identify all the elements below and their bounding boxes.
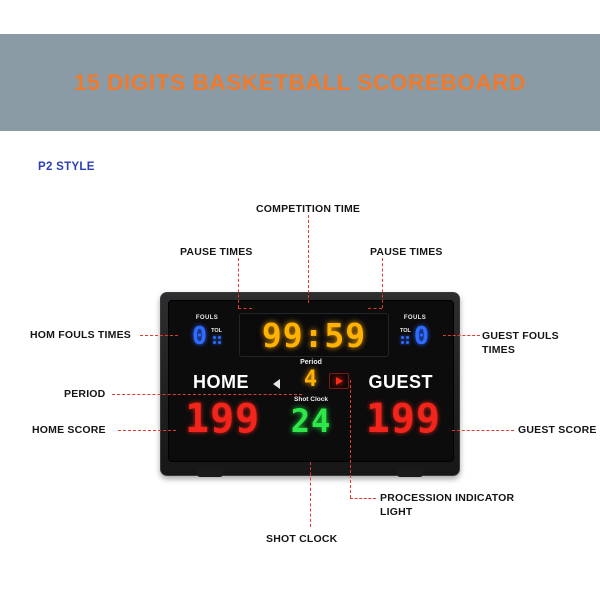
home-score-value: 199	[185, 396, 261, 442]
period-value: 4	[303, 367, 319, 392]
home-tol-dots-row1	[213, 336, 221, 339]
annotation-procession-indicator: PROCESSION INDICATOR LIGHT	[380, 492, 515, 519]
scoreboard-display-panel	[168, 300, 454, 462]
annotation-home-score: HOME SCORE	[32, 424, 106, 436]
leader-pause-left-v	[238, 258, 239, 308]
leader-period	[112, 394, 302, 395]
leader-home-fouls	[140, 335, 178, 336]
scoreboard-housing	[160, 292, 460, 476]
shot-clock-caption: Shot Clock	[294, 396, 328, 403]
annotation-home-fouls-times: HOM FOULS TIMES	[30, 329, 131, 341]
leader-shot-clock	[310, 462, 311, 527]
leader-home-score	[118, 430, 176, 431]
guest-score-value: 199	[365, 396, 441, 442]
home-team-label: HOME	[193, 372, 249, 392]
home-tol-label: TOL	[211, 327, 222, 334]
leader-guest-score	[452, 430, 514, 431]
team-row	[169, 369, 453, 395]
header-banner	[0, 34, 600, 131]
tol-dot	[401, 341, 404, 344]
tol-dot	[218, 341, 221, 344]
annotation-guest-score: GUEST SCORE	[518, 424, 597, 436]
guest-fouls-value: 0	[413, 321, 430, 350]
possession-indicator-light	[329, 373, 349, 389]
leader-pause-left-h	[238, 308, 252, 309]
competition-time-value: 99:59	[261, 315, 367, 355]
scoreboard-device	[160, 292, 458, 482]
leader-competition-time	[308, 215, 309, 303]
leader-procession-v	[350, 380, 351, 498]
tol-dot	[213, 336, 216, 339]
leader-pause-right-h	[368, 308, 382, 309]
guest-tol-dots-row1	[401, 336, 409, 339]
home-tol-dots-row2	[213, 341, 221, 344]
page-title: 15 DIGITS BASKETBALL SCOREBOARD	[74, 69, 526, 95]
leader-guest-fouls	[443, 335, 480, 336]
leader-procession-h	[350, 498, 376, 499]
tol-dot	[213, 341, 216, 344]
annotation-competition-time: COMPETITION TIME	[256, 203, 361, 215]
leader-pause-right-v	[382, 258, 383, 308]
period-caption: Period	[300, 359, 322, 366]
annotation-pause-times-left: PAUSE TIMES	[180, 246, 253, 258]
home-fouls-block	[179, 315, 235, 348]
tol-dot	[406, 336, 409, 339]
guest-fouls-block	[387, 315, 443, 348]
style-label: P2 STYLE	[38, 161, 95, 173]
tol-dot	[218, 336, 221, 339]
guest-tol-group	[400, 328, 411, 344]
tol-dot	[406, 341, 409, 344]
home-fouls-value: 0	[192, 321, 209, 350]
home-tol-group	[211, 328, 222, 344]
guest-team-label: GUEST	[368, 372, 433, 392]
annotation-shot-clock: SHOT CLOCK	[266, 533, 338, 545]
guest-fouls-caption: FOULS	[403, 315, 427, 321]
annotation-guest-fouls-times: GUEST FOULS TIMES	[482, 330, 559, 357]
board-foot-right	[397, 467, 423, 477]
home-fouls-caption: FOULS	[195, 315, 219, 321]
competition-time-panel	[239, 313, 389, 357]
shot-clock-value: 24	[290, 402, 332, 440]
possession-arrow-icon	[336, 377, 343, 385]
board-foot-left	[197, 467, 223, 477]
annotation-pause-times-right: PAUSE TIMES	[370, 246, 443, 258]
tol-dot	[401, 336, 404, 339]
guest-tol-dots-row2	[401, 341, 409, 344]
guest-tol-label: TOL	[400, 327, 411, 334]
annotation-period: PERIOD	[64, 388, 106, 400]
